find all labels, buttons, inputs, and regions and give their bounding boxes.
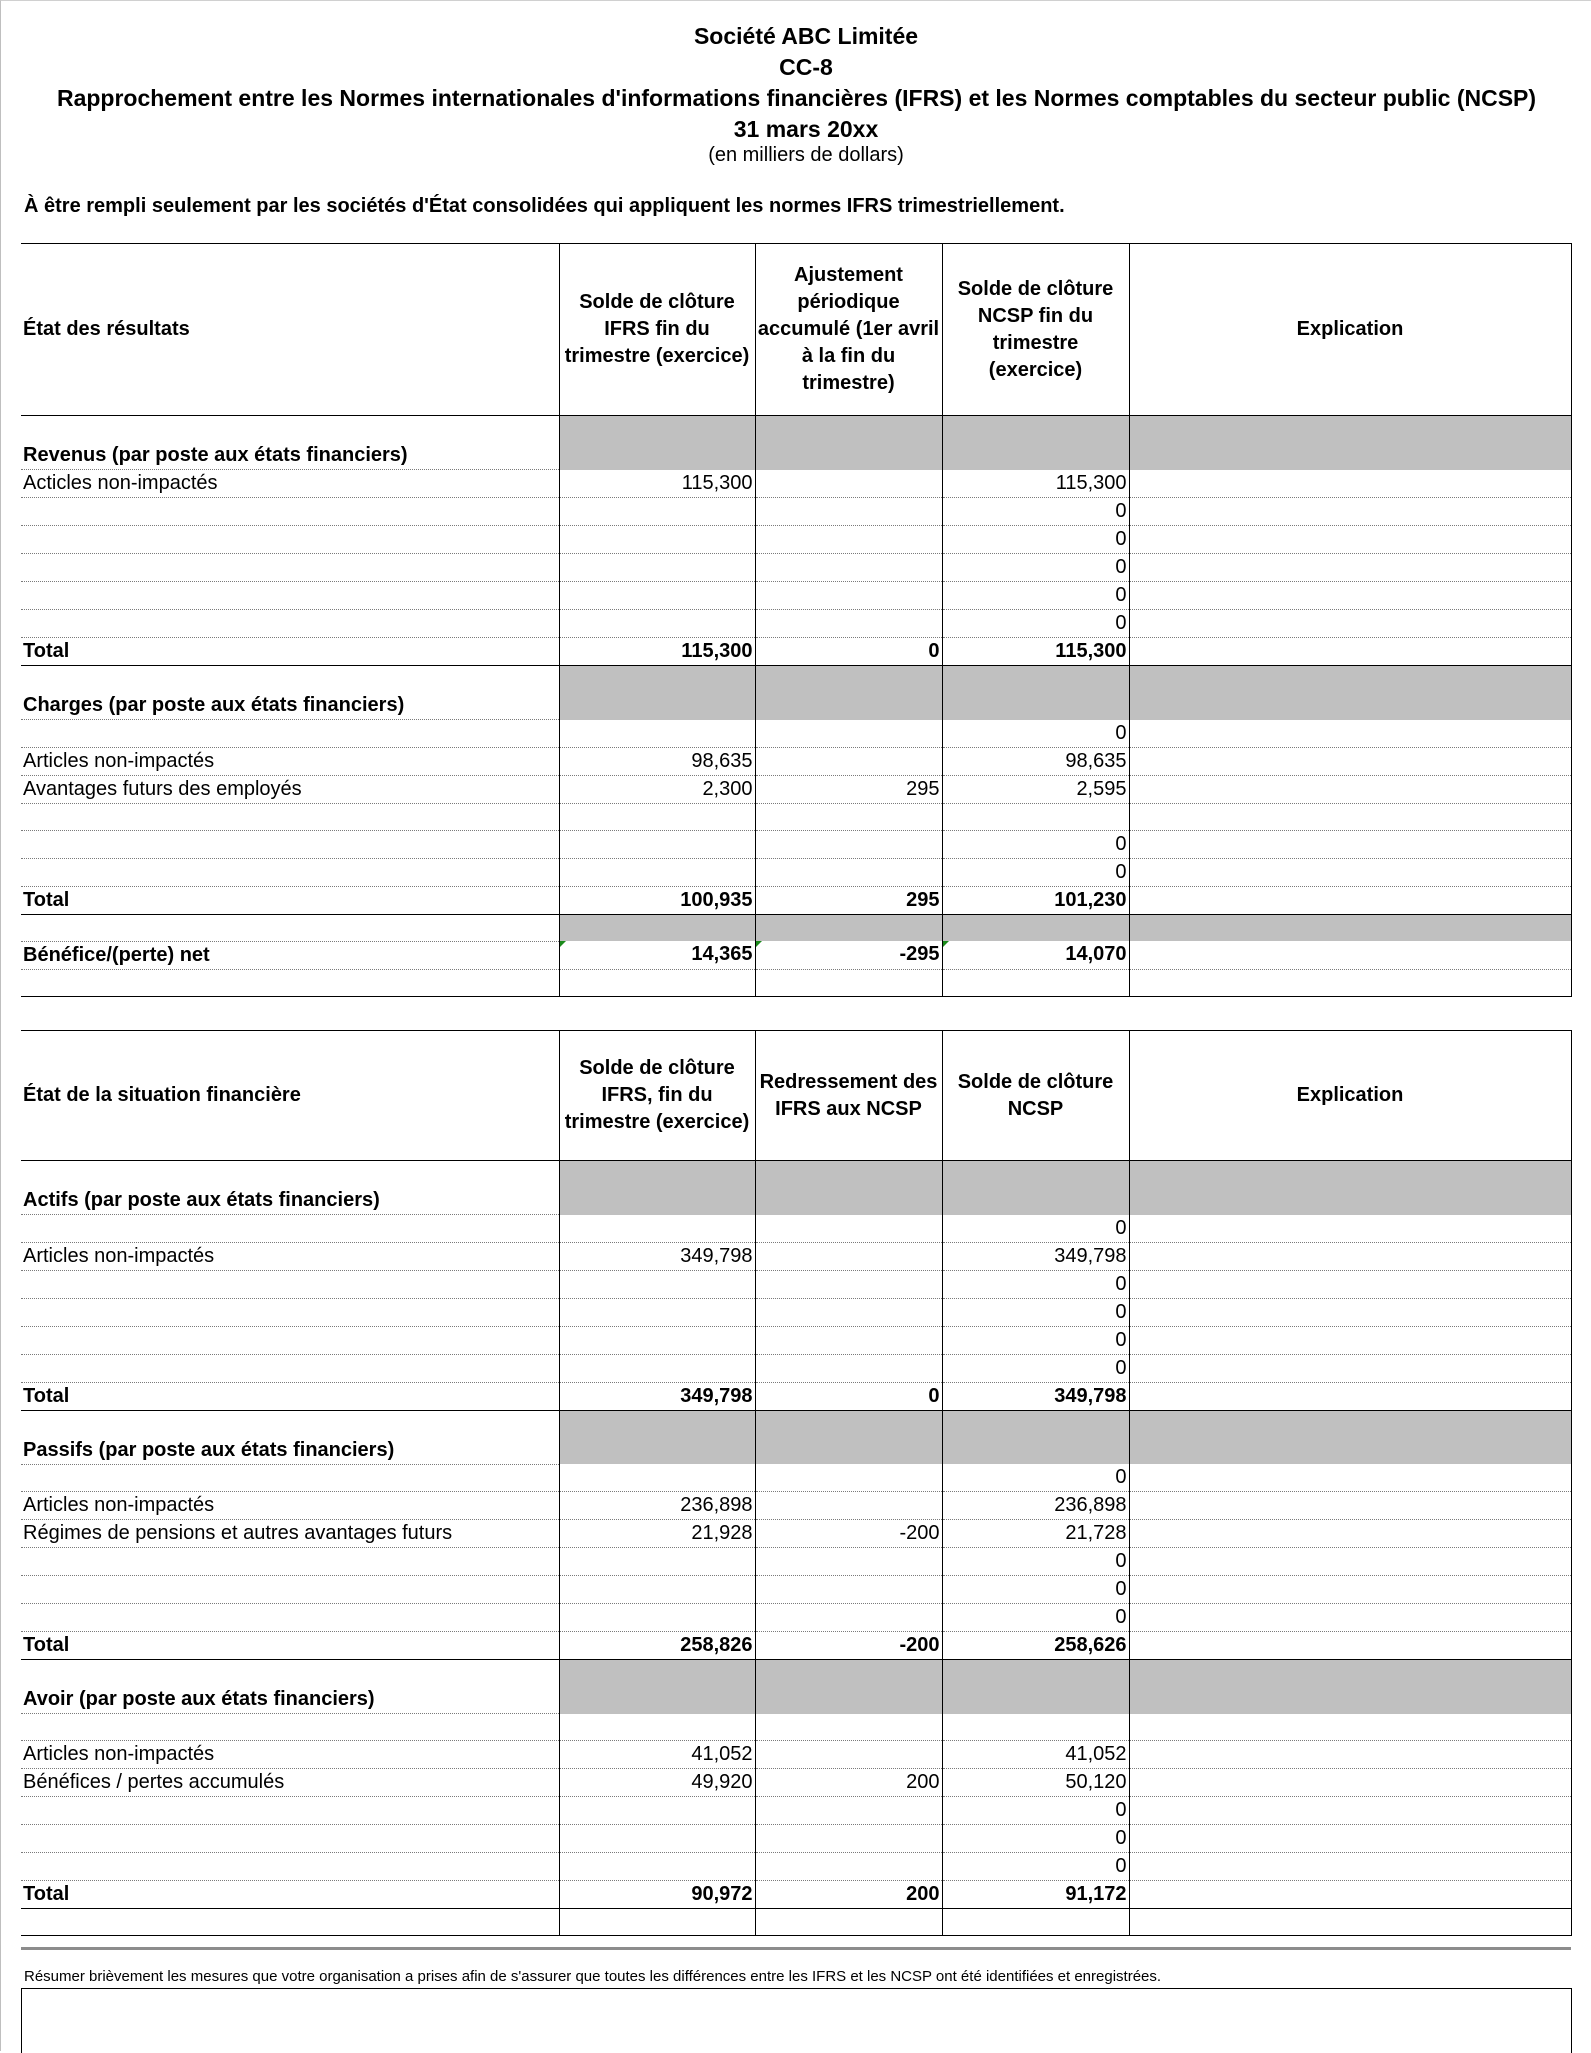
shaded-cell xyxy=(1129,666,1571,720)
ifrs-balance-cell[interactable] xyxy=(559,1909,755,1936)
ncsp-balance-cell[interactable]: 0 xyxy=(942,1548,1129,1576)
section-title: Revenus (par poste aux états financiers) xyxy=(21,416,559,470)
adjustment-cell[interactable] xyxy=(755,582,942,610)
ncsp-balance-cell[interactable]: 0 xyxy=(942,526,1129,554)
ifrs-balance-cell[interactable] xyxy=(559,1354,755,1382)
shaded-cell xyxy=(559,416,755,470)
table-row xyxy=(21,775,1571,803)
income-header-row xyxy=(21,244,1571,416)
explanation-cell[interactable] xyxy=(1129,1632,1571,1660)
ifrs-balance-cell[interactable]: 258,826 xyxy=(559,1632,755,1660)
ncsp-balance-cell[interactable]: 0 xyxy=(942,1797,1129,1825)
ifrs-balance-cell[interactable] xyxy=(559,1326,755,1354)
explanation-cell[interactable] xyxy=(1129,470,1571,498)
explanation-cell[interactable] xyxy=(1129,582,1571,610)
ncsp-balance-cell[interactable]: 2,595 xyxy=(942,775,1129,803)
shaded-cell xyxy=(942,1410,1129,1464)
adjustment-cell[interactable] xyxy=(755,1354,942,1382)
shaded-cell xyxy=(559,666,755,720)
ifrs-balance-cell[interactable] xyxy=(559,720,755,748)
table-row xyxy=(21,747,1571,775)
shaded-cell xyxy=(942,1161,1129,1215)
ifrs-balance-cell[interactable]: 49,920 xyxy=(559,1769,755,1797)
explanation-cell[interactable] xyxy=(1129,1464,1571,1492)
total-row xyxy=(21,1632,1571,1660)
ifrs-balance-cell[interactable] xyxy=(559,554,755,582)
row-label xyxy=(21,914,559,941)
ncsp-balance-cell[interactable]: 0 xyxy=(942,1298,1129,1326)
explanation-cell[interactable] xyxy=(1129,1354,1571,1382)
ncsp-balance-cell[interactable]: 91,172 xyxy=(942,1881,1129,1909)
explanation-cell[interactable] xyxy=(1129,1853,1571,1881)
explanation-cell[interactable] xyxy=(1129,498,1571,526)
table-row xyxy=(21,1741,1571,1769)
ncsp-balance-cell[interactable] xyxy=(942,969,1129,996)
liabilities-section xyxy=(21,1410,1571,1464)
explanation-cell[interactable] xyxy=(1129,1382,1571,1410)
shaded-cell xyxy=(1129,416,1571,470)
ifrs-balance-cell[interactable]: 90,972 xyxy=(559,1881,755,1909)
ncsp-balance-cell[interactable]: 0 xyxy=(942,1354,1129,1382)
table-row xyxy=(21,1604,1571,1632)
adjustment-cell[interactable] xyxy=(755,1548,942,1576)
report-date: 31 mars 20xx xyxy=(733,116,879,142)
ncsp-balance-cell[interactable]: 41,052 xyxy=(942,1741,1129,1769)
shaded-cell xyxy=(559,1660,755,1714)
shaded-cell xyxy=(755,1660,942,1714)
explanation-cell[interactable] xyxy=(1129,1604,1571,1632)
explanation-cell[interactable] xyxy=(1129,1741,1571,1769)
ifrs-balance-cell[interactable] xyxy=(559,1853,755,1881)
row-label xyxy=(21,1576,559,1604)
ifrs-balance-cell[interactable]: 98,635 xyxy=(559,747,755,775)
explanation-cell[interactable] xyxy=(1129,914,1571,941)
balance-header-ifrs: Solde de clôture IFRS, fin du trimestre (exercice) xyxy=(559,1031,755,1161)
explanation-cell[interactable] xyxy=(1129,1769,1571,1797)
row-label xyxy=(21,1714,559,1741)
explanation-cell[interactable] xyxy=(1129,1825,1571,1853)
adjustment-cell[interactable] xyxy=(755,1825,942,1853)
ifrs-balance-cell[interactable] xyxy=(559,803,755,830)
ncsp-balance-cell[interactable]: 258,626 xyxy=(942,1632,1129,1660)
ifrs-balance-cell[interactable] xyxy=(559,969,755,996)
table-row xyxy=(21,498,1571,526)
row-label xyxy=(21,1797,559,1825)
explanation-cell[interactable] xyxy=(1129,747,1571,775)
company-name: Société ABC Limitée xyxy=(693,23,919,49)
report-units: (en milliers de dollars) xyxy=(708,144,904,166)
section-title: Passifs (par poste aux états financiers) xyxy=(21,1410,559,1464)
ncsp-balance-cell[interactable]: 115,300 xyxy=(942,638,1129,666)
adjustment-cell[interactable]: -200 xyxy=(755,1632,942,1660)
row-label: Articles non-impactés xyxy=(21,1741,559,1769)
explanation-cell[interactable] xyxy=(1129,1326,1571,1354)
ncsp-balance-cell[interactable]: 0 xyxy=(942,1853,1129,1881)
adjustment-cell[interactable] xyxy=(755,1464,942,1492)
explanation-cell[interactable] xyxy=(1129,1576,1571,1604)
explanation-cell[interactable] xyxy=(1129,1520,1571,1548)
ncsp-balance-cell[interactable]: 0 xyxy=(942,1326,1129,1354)
row-label: Total xyxy=(21,1881,559,1909)
income-header-label: État des résultats xyxy=(21,244,559,416)
balance-sheet-table xyxy=(21,1030,1572,1936)
adjustment-cell[interactable] xyxy=(755,1853,942,1881)
ifrs-balance-cell[interactable] xyxy=(559,582,755,610)
assets-section xyxy=(21,1161,1571,1215)
explanation-cell[interactable] xyxy=(1129,1797,1571,1825)
row-label: Régimes de pensions et autres avantages futurs xyxy=(21,1520,559,1548)
table-row xyxy=(21,610,1571,638)
table-row xyxy=(21,1853,1571,1881)
adjustment-cell[interactable]: 0 xyxy=(755,638,942,666)
explanation-cell[interactable] xyxy=(1129,638,1571,666)
adjustment-cell[interactable] xyxy=(755,1576,942,1604)
explanation-cell[interactable] xyxy=(1129,941,1571,969)
table-row xyxy=(21,1270,1571,1298)
ncsp-balance-cell[interactable]: 0 xyxy=(942,498,1129,526)
charges-section xyxy=(21,666,1571,720)
explanation-cell[interactable] xyxy=(1129,886,1571,914)
balance-header-label: État de la situation financière xyxy=(21,1031,559,1161)
table-row xyxy=(21,1215,1571,1243)
ifrs-balance-cell[interactable]: 115,300 xyxy=(559,470,755,498)
adjustment-cell[interactable] xyxy=(755,1298,942,1326)
ncsp-balance-cell[interactable]: 101,230 xyxy=(942,886,1129,914)
ncsp-balance-cell[interactable]: 14,070 xyxy=(942,941,1129,969)
row-label xyxy=(21,1548,559,1576)
ifrs-balance-cell[interactable]: 349,798 xyxy=(559,1382,755,1410)
ifrs-balance-cell[interactable]: 115,300 xyxy=(559,638,755,666)
row-label xyxy=(21,720,559,748)
shaded-cell xyxy=(1129,1410,1571,1464)
ifrs-balance-cell[interactable] xyxy=(559,1797,755,1825)
adjustment-cell[interactable] xyxy=(755,1604,942,1632)
adjustment-cell[interactable] xyxy=(755,1215,942,1243)
row-label: Articles non-impactés xyxy=(21,747,559,775)
total-row xyxy=(21,1881,1571,1909)
explanation-cell[interactable] xyxy=(1129,554,1571,582)
row-label xyxy=(21,1853,559,1881)
row-label: Articles non-impactés xyxy=(21,1492,559,1520)
adjustment-cell[interactable] xyxy=(755,1492,942,1520)
adjustment-cell[interactable]: 295 xyxy=(755,775,942,803)
row-label xyxy=(21,582,559,610)
explanation-cell[interactable] xyxy=(1129,1714,1571,1741)
ncsp-balance-cell[interactable]: 0 xyxy=(942,582,1129,610)
shaded-cell xyxy=(942,1660,1129,1714)
ifrs-balance-cell[interactable] xyxy=(559,1215,755,1243)
table-row xyxy=(21,1520,1571,1548)
table-row xyxy=(21,1298,1571,1326)
net-income-row xyxy=(21,941,1571,969)
row-label xyxy=(21,1215,559,1243)
shaded-cell xyxy=(755,416,942,470)
ncsp-balance-cell[interactable]: 349,798 xyxy=(942,1382,1129,1410)
adjustment-cell[interactable] xyxy=(755,858,942,886)
ncsp-balance-cell[interactable]: 0 xyxy=(942,858,1129,886)
ifrs-balance-cell[interactable]: 2,300 xyxy=(559,775,755,803)
adjustment-cell[interactable]: 295 xyxy=(755,886,942,914)
shaded-cell xyxy=(755,1410,942,1464)
row-label: Total xyxy=(21,638,559,666)
ncsp-balance-cell[interactable]: 236,898 xyxy=(942,1492,1129,1520)
adjustment-cell[interactable] xyxy=(755,1714,942,1741)
row-label xyxy=(21,526,559,554)
explanation-cell[interactable] xyxy=(1129,1298,1571,1326)
adjustment-cell[interactable] xyxy=(755,1797,942,1825)
explanation-cell[interactable] xyxy=(1129,1242,1571,1270)
table-row xyxy=(21,720,1571,748)
section-divider xyxy=(21,1947,1571,1950)
ncsp-balance-cell[interactable] xyxy=(942,1909,1129,1936)
summary-prompt: Résumer brièvement les mesures que votre organisation a prises afin de s'assurer que toutes les différences entre les IFRS et les NCSP ont été identifiées et enregistrées. xyxy=(24,1968,1162,1985)
adjustment-cell[interactable] xyxy=(755,747,942,775)
total-row xyxy=(21,886,1571,914)
explanation-cell[interactable] xyxy=(1129,1215,1571,1243)
row-label: Bénéfices / pertes accumulés xyxy=(21,1769,559,1797)
adjustment-cell[interactable] xyxy=(755,554,942,582)
section-title: Actifs (par poste aux états financiers) xyxy=(21,1161,559,1215)
blank-row xyxy=(21,1909,1571,1936)
explanation-cell[interactable] xyxy=(1129,969,1571,996)
ncsp-balance-cell[interactable] xyxy=(942,914,1129,941)
ifrs-balance-cell[interactable] xyxy=(559,498,755,526)
ifrs-balance-cell[interactable] xyxy=(559,830,755,858)
table-row xyxy=(21,1714,1571,1741)
explanation-cell[interactable] xyxy=(1129,830,1571,858)
blank-row xyxy=(21,969,1571,996)
row-label xyxy=(21,830,559,858)
ncsp-balance-cell[interactable]: 0 xyxy=(942,1604,1129,1632)
row-label xyxy=(21,1270,559,1298)
adjustment-cell[interactable] xyxy=(755,720,942,748)
row-label: Total xyxy=(21,1632,559,1660)
income-header-ifrs: Solde de clôture IFRS fin du trimestre (exercice) xyxy=(559,244,755,416)
ifrs-balance-cell[interactable] xyxy=(559,1270,755,1298)
row-label xyxy=(21,610,559,638)
shaded-cell xyxy=(559,1410,755,1464)
adjustment-cell[interactable]: 0 xyxy=(755,1382,942,1410)
explanation-cell[interactable] xyxy=(1129,720,1571,748)
instruction-note: À être rempli seulement par les sociétés d'État consolidées qui appliquent les normes IFRS trimestriellement. xyxy=(24,195,1065,217)
explanation-cell[interactable] xyxy=(1129,1909,1571,1936)
adjustment-cell[interactable] xyxy=(755,610,942,638)
adjustment-cell[interactable]: -200 xyxy=(755,1520,942,1548)
shaded-cell xyxy=(559,1161,755,1215)
row-label xyxy=(21,554,559,582)
ifrs-balance-cell[interactable] xyxy=(559,1714,755,1741)
adjustment-cell[interactable] xyxy=(755,1270,942,1298)
report-title: Rapprochement entre les Normes internationales d'informations financières (IFRS) et les Normes comptables du secteur public (NCSP) xyxy=(56,85,1537,111)
table-row xyxy=(21,1825,1571,1853)
ifrs-balance-cell[interactable] xyxy=(559,1548,755,1576)
table-row xyxy=(21,858,1571,886)
table-row xyxy=(21,582,1571,610)
ncsp-balance-cell[interactable]: 0 xyxy=(942,720,1129,748)
ncsp-balance-cell[interactable]: 50,120 xyxy=(942,1769,1129,1797)
ncsp-balance-cell[interactable]: 21,728 xyxy=(942,1520,1129,1548)
ncsp-balance-cell[interactable]: 0 xyxy=(942,554,1129,582)
row-label: Total xyxy=(21,886,559,914)
shaded-cell xyxy=(942,666,1129,720)
adjustment-cell[interactable] xyxy=(755,1909,942,1936)
shaded-cell xyxy=(1129,1161,1571,1215)
shaded-cell xyxy=(755,1161,942,1215)
ifrs-balance-cell[interactable] xyxy=(559,526,755,554)
table-row xyxy=(21,1464,1571,1492)
ifrs-balance-cell[interactable] xyxy=(559,1464,755,1492)
explanation-cell[interactable] xyxy=(1129,1881,1571,1909)
ifrs-balance-cell[interactable]: 236,898 xyxy=(559,1492,755,1520)
row-label: Avantages futurs des employés xyxy=(21,775,559,803)
table-row xyxy=(21,526,1571,554)
row-label xyxy=(21,969,559,996)
ifrs-balance-cell[interactable] xyxy=(559,1604,755,1632)
ncsp-balance-cell[interactable]: 0 xyxy=(942,1576,1129,1604)
ncsp-balance-cell[interactable]: 0 xyxy=(942,1464,1129,1492)
row-label xyxy=(21,1354,559,1382)
form-code: CC-8 xyxy=(779,54,833,80)
ifrs-balance-cell[interactable] xyxy=(559,1825,755,1853)
row-label: Articles non-impactés xyxy=(21,1242,559,1270)
adjustment-cell[interactable]: -295 xyxy=(755,941,942,969)
balance-header-ncsp: Solde de clôture NCSP xyxy=(942,1031,1129,1161)
summary-answer-box[interactable] xyxy=(21,1988,1572,2053)
ncsp-balance-cell[interactable] xyxy=(942,1714,1129,1741)
total-row xyxy=(21,638,1571,666)
row-label: Total xyxy=(21,1382,559,1410)
explanation-cell[interactable] xyxy=(1129,803,1571,830)
table-row xyxy=(21,803,1571,830)
ncsp-balance-cell[interactable] xyxy=(942,803,1129,830)
adjustment-cell[interactable] xyxy=(755,498,942,526)
ncsp-balance-cell[interactable]: 0 xyxy=(942,1215,1129,1243)
row-label xyxy=(21,498,559,526)
table-row xyxy=(21,1576,1571,1604)
income-header-ncsp: Solde de clôture NCSP fin du trimestre (exercice) xyxy=(942,244,1129,416)
adjustment-cell[interactable] xyxy=(755,830,942,858)
ifrs-balance-cell[interactable] xyxy=(559,858,755,886)
row-label xyxy=(21,1464,559,1492)
row-label: Acticles non-impactés xyxy=(21,470,559,498)
explanation-cell[interactable] xyxy=(1129,1548,1571,1576)
explanation-cell[interactable] xyxy=(1129,858,1571,886)
table-row xyxy=(21,830,1571,858)
adjustment-cell[interactable] xyxy=(755,1326,942,1354)
row-label: Bénéfice/(perte) net xyxy=(21,941,559,969)
table-row xyxy=(21,554,1571,582)
total-row xyxy=(21,1382,1571,1410)
section-title: Avoir (par poste aux états financiers) xyxy=(21,1660,559,1714)
ncsp-balance-cell[interactable]: 0 xyxy=(942,1270,1129,1298)
explanation-cell[interactable] xyxy=(1129,775,1571,803)
adjustment-cell[interactable] xyxy=(755,969,942,996)
adjustment-cell[interactable] xyxy=(755,1242,942,1270)
table-row xyxy=(21,1354,1571,1382)
equity-section xyxy=(21,1660,1571,1714)
spacer-row xyxy=(21,914,1571,941)
row-label xyxy=(21,803,559,830)
income-statement-table xyxy=(21,243,1572,997)
ifrs-balance-cell[interactable]: 349,798 xyxy=(559,1242,755,1270)
balance-header-explanation: Explication xyxy=(1129,1031,1571,1161)
row-label xyxy=(21,1298,559,1326)
ifrs-balance-cell[interactable]: 41,052 xyxy=(559,1741,755,1769)
explanation-cell[interactable] xyxy=(1129,1270,1571,1298)
ncsp-balance-cell[interactable]: 349,798 xyxy=(942,1242,1129,1270)
adjustment-cell[interactable] xyxy=(755,803,942,830)
row-label xyxy=(21,1326,559,1354)
ncsp-balance-cell[interactable]: 98,635 xyxy=(942,747,1129,775)
balance-header-row xyxy=(21,1031,1571,1161)
adjustment-cell[interactable]: 200 xyxy=(755,1881,942,1909)
table-row xyxy=(21,1548,1571,1576)
adjustment-cell[interactable] xyxy=(755,1741,942,1769)
shaded-cell xyxy=(1129,1660,1571,1714)
explanation-cell[interactable] xyxy=(1129,1492,1571,1520)
ncsp-balance-cell[interactable]: 115,300 xyxy=(942,470,1129,498)
explanation-cell[interactable] xyxy=(1129,526,1571,554)
row-label xyxy=(21,1825,559,1853)
table-row xyxy=(21,1242,1571,1270)
adjustment-cell[interactable] xyxy=(755,470,942,498)
row-label xyxy=(21,1604,559,1632)
ifrs-balance-cell[interactable] xyxy=(559,1298,755,1326)
balance-header-adjustment: Redressement des IFRS aux NCSP xyxy=(755,1031,942,1161)
ifrs-balance-cell[interactable]: 100,935 xyxy=(559,886,755,914)
adjustment-cell[interactable] xyxy=(755,914,942,941)
ncsp-balance-cell[interactable]: 0 xyxy=(942,610,1129,638)
table-row xyxy=(21,1492,1571,1520)
table-row xyxy=(21,1326,1571,1354)
ifrs-balance-cell[interactable]: 21,928 xyxy=(559,1520,755,1548)
adjustment-cell[interactable] xyxy=(755,526,942,554)
revenue-section xyxy=(21,416,1571,470)
adjustment-cell[interactable]: 200 xyxy=(755,1769,942,1797)
table-row xyxy=(21,1797,1571,1825)
section-title: Charges (par poste aux états financiers) xyxy=(21,666,559,720)
row-label xyxy=(21,1909,559,1936)
ncsp-balance-cell[interactable]: 0 xyxy=(942,1825,1129,1853)
ncsp-balance-cell[interactable]: 0 xyxy=(942,830,1129,858)
ifrs-balance-cell[interactable] xyxy=(559,1576,755,1604)
ifrs-balance-cell[interactable] xyxy=(559,610,755,638)
row-label xyxy=(21,858,559,886)
ifrs-balance-cell[interactable] xyxy=(559,914,755,941)
income-header-adjustment: Ajustement périodique accumulé (1er avril à la fin du trimestre) xyxy=(755,244,942,416)
table-row xyxy=(21,1769,1571,1797)
shaded-cell xyxy=(755,666,942,720)
explanation-cell[interactable] xyxy=(1129,610,1571,638)
income-header-explanation: Explication xyxy=(1129,244,1571,416)
shaded-cell xyxy=(942,416,1129,470)
table-row xyxy=(21,470,1571,498)
ifrs-balance-cell[interactable]: 14,365 xyxy=(559,941,755,969)
